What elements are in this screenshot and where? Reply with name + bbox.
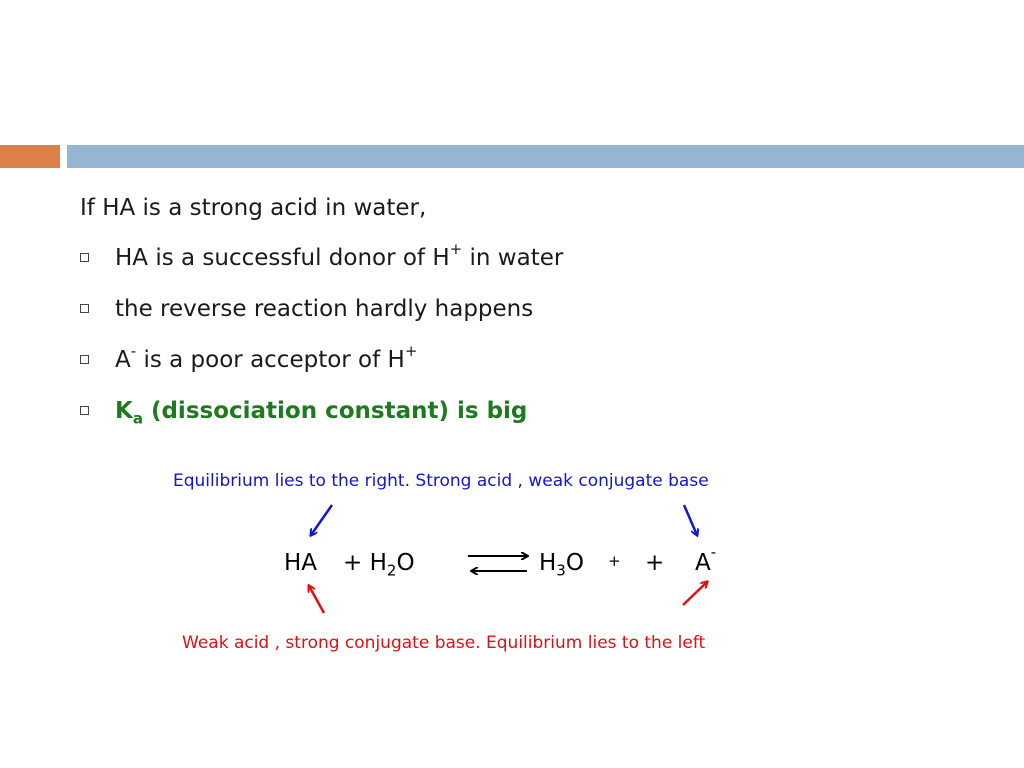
equation-hydronium: $H_3O$ <box>539 550 584 580</box>
equation-ha: HA <box>284 550 318 576</box>
blue-arrow-left <box>311 505 332 535</box>
blue-arrow-right <box>684 505 697 535</box>
equation-water: + $H_2O$ <box>343 550 415 580</box>
note-equilibrium-left: Weak acid , strong conjugate base. Equilibrium lies to the left <box>182 633 706 653</box>
red-arrow-left <box>309 586 324 613</box>
bullet-text-highlight: $K_a$ (dissociation constant) is big <box>115 398 528 428</box>
equation-plus: + <box>645 550 665 576</box>
bullet-text: A- is a poor acceptor of H+ <box>115 342 418 373</box>
equation-conjugate-base: A- <box>695 543 717 576</box>
bullet-text: the reverse reaction hardly happens <box>115 296 534 322</box>
equation-hydronium-charge: + <box>608 552 621 570</box>
note-equilibrium-right: Equilibrium lies to the right. Strong acid , weak conjugate base <box>173 471 709 491</box>
red-arrow-right <box>683 582 707 605</box>
bullet-text: HA is a successful donor of H+ in water <box>115 240 564 271</box>
intro-line: If HA is a strong acid in water, <box>80 195 427 221</box>
